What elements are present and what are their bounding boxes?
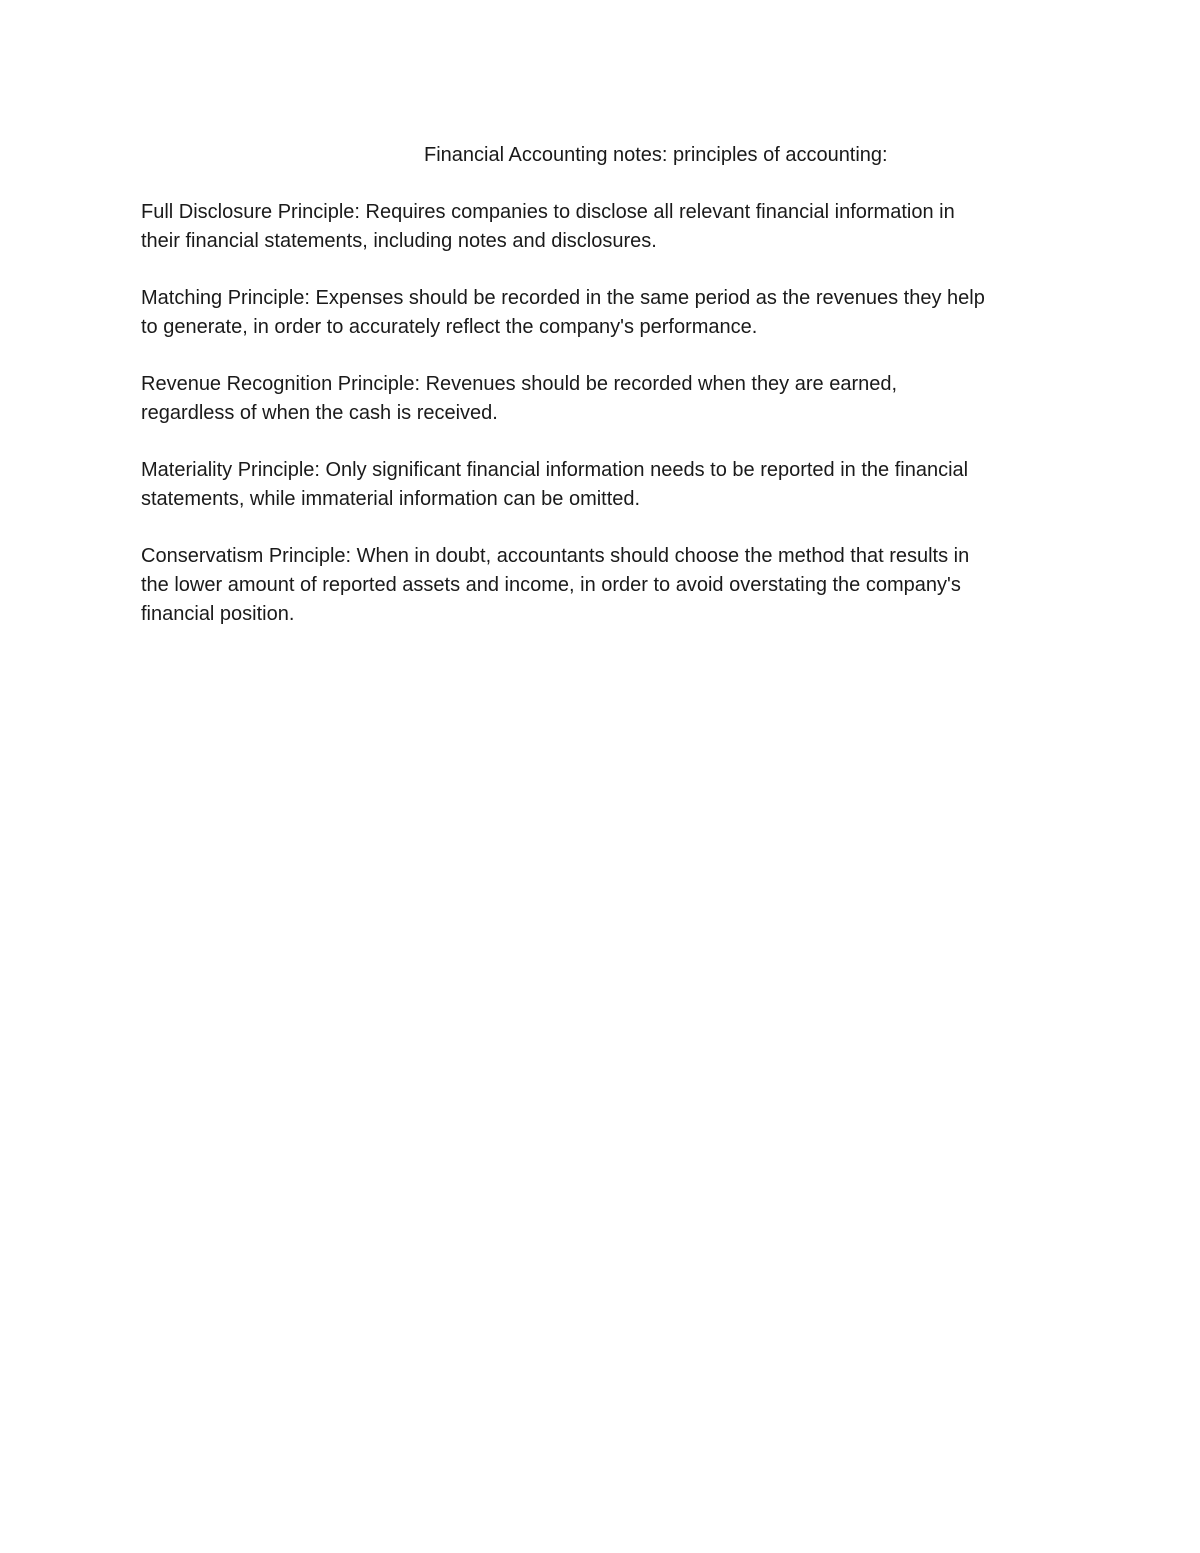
paragraph-full-disclosure (141, 198, 1061, 256)
paragraph-line: regardless of when the cash is received. (141, 402, 498, 424)
paragraph-line: Materiality Principle: Only significant financial information needs to be reported in the financial (141, 459, 969, 481)
paragraph-line: the lower amount of reported assets and income, in order to avoid overstating the company's (141, 574, 961, 596)
paragraph-revenue-recognition (141, 370, 1061, 428)
paragraph-matching (141, 284, 1061, 342)
paragraph-line: Matching Principle: Expenses should be recorded in the same period as the revenues they help (141, 287, 985, 309)
paragraph-conservatism (141, 542, 1061, 629)
paragraph-materiality (141, 456, 1061, 514)
paragraph-line: financial position. (141, 603, 295, 625)
paragraph-line: to generate, in order to accurately reflect the company's performance. (141, 316, 758, 338)
paragraph-line: statements, while immaterial information can be omitted. (141, 488, 641, 510)
paragraph-line: Conservatism Principle: When in doubt, accountants should choose the method that results in (141, 545, 970, 567)
document-body (141, 198, 1061, 657)
paragraph-line: Revenue Recognition Principle: Revenues should be recorded when they are earned, (141, 373, 898, 395)
paragraph-line: Full Disclosure Principle: Requires companies to disclose all relevant financial information in (141, 201, 955, 223)
document-title: Financial Accounting notes: principles of accounting: (424, 144, 888, 166)
paragraph-line: their financial statements, including notes and disclosures. (141, 230, 657, 252)
